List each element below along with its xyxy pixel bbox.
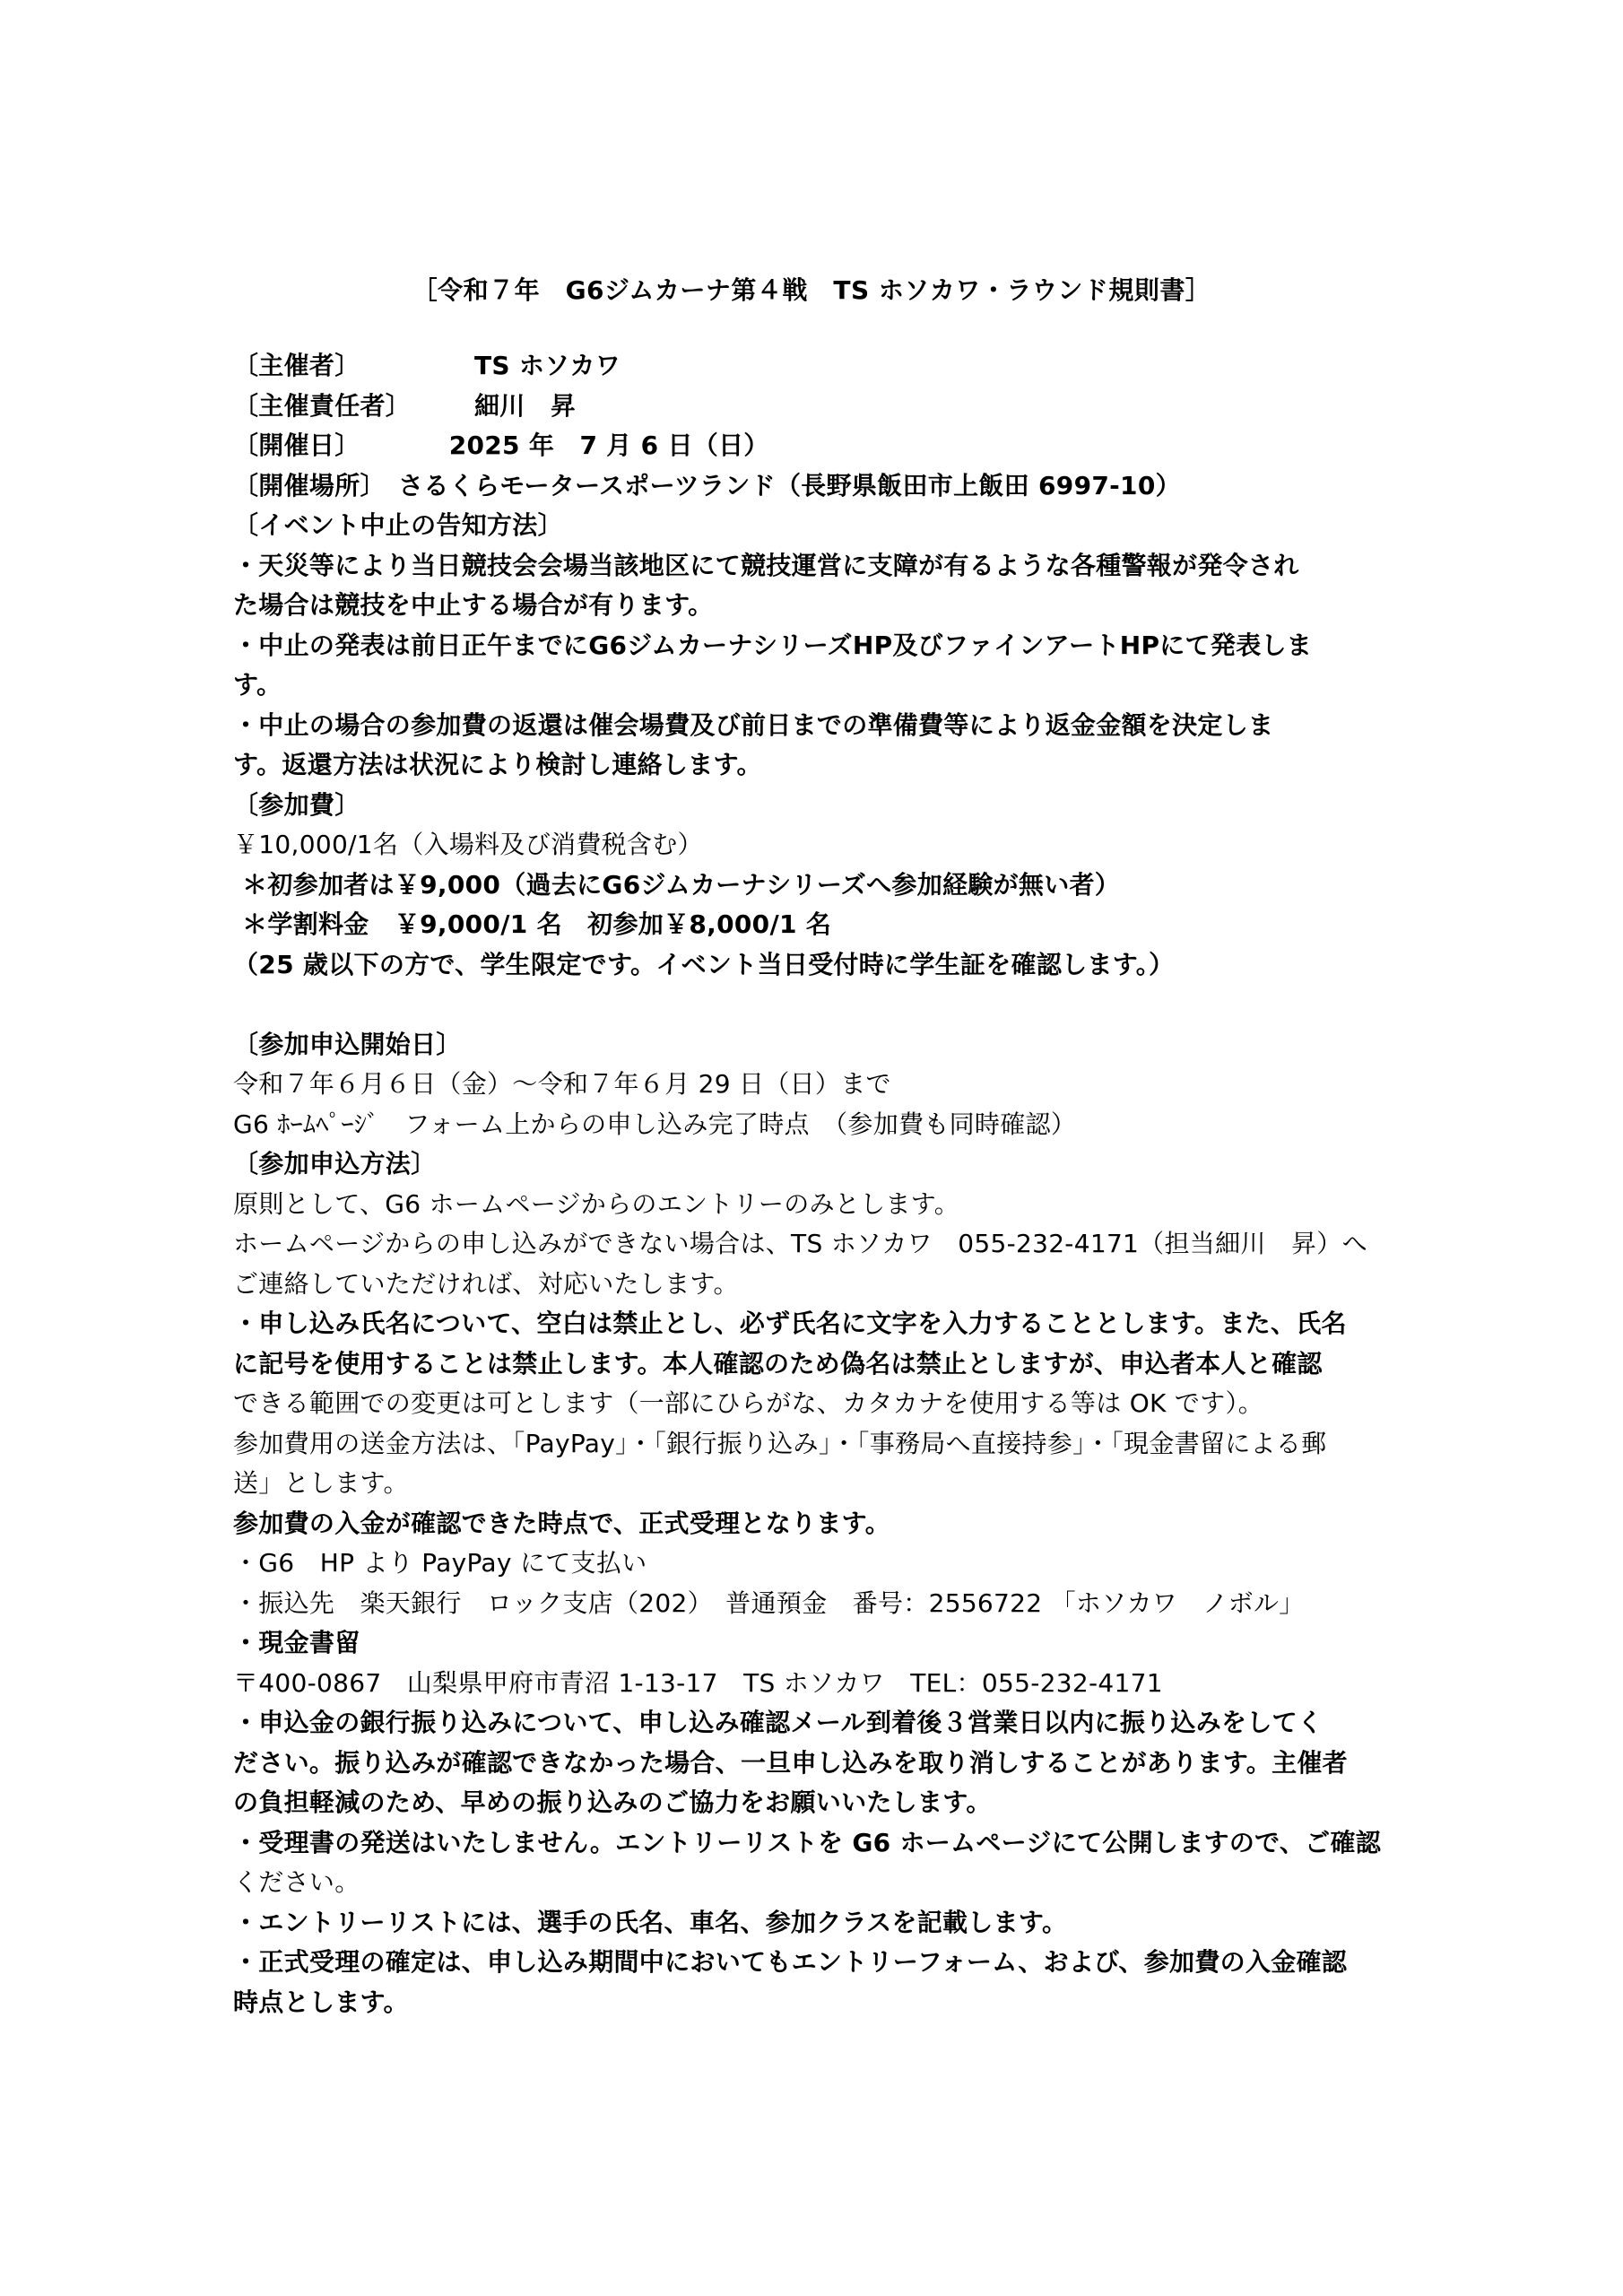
text-line: ・申し込み氏名について、空白は禁止とし、必ず氏名に文字を入力することとします。また、氏名 bbox=[233, 1309, 1347, 1338]
text-line: 〔主催者〕 TS ホソカワ bbox=[233, 351, 621, 380]
text-line: ・エントリーリストには、選手の氏名、車名、参加クラスを記載します。 bbox=[233, 1907, 1068, 1937]
text-line: 〔開催場所〕 さるくらモータースポーツランド（長野県飯田市上飯田 6997-10） bbox=[233, 470, 1181, 500]
text-line: 送」とします。 bbox=[233, 1468, 409, 1498]
text-line: 参加費の入金が確認できた時点で、正式受理となります。 bbox=[233, 1508, 891, 1538]
text-line: ご連絡していただければ、対応いたします。 bbox=[233, 1268, 739, 1299]
text-line: ・現金書留 bbox=[233, 1628, 360, 1657]
text-line: ＊初参加者は￥9,000（過去にG6ジムカーナシリーズへ参加経験が無い者） bbox=[233, 869, 1121, 900]
text-line: す。返還方法は状況により検討し連絡します。 bbox=[233, 750, 762, 779]
text-line: ・G6 HP より PayPay にて支払い bbox=[233, 1548, 647, 1578]
text-line: 原則として、G6 ホームページからのエントリーのみとします。 bbox=[233, 1188, 960, 1219]
text-line: 時点とします。 bbox=[233, 1987, 409, 2017]
text-line: （25 歳以下の方で、学生限定です。イベント当日受付時に学生証を確認します。） bbox=[233, 949, 1175, 979]
text-line: ・申込金の銀行振り込みについて、申し込み確認メール到着後３営業日以内に振り込みをしてく bbox=[233, 1708, 1324, 1737]
text-line: ・天災等により当日競技会会場当該地区にて競技運営に支障が有るような各種警報が発令され bbox=[233, 550, 1299, 580]
text-line: ￥10,000/1名（入場料及び消費税含む） bbox=[233, 830, 703, 859]
text-line: 〔主催責任者〕 細川 昇 bbox=[233, 390, 577, 421]
text-line: 〔参加費〕 bbox=[233, 789, 360, 820]
text-line: ＊学割料金 ￥9,000/1 名 初参加￥8,000/1 名 bbox=[233, 909, 832, 939]
text-line: た場合は競技を中止する場合が有ります。 bbox=[233, 590, 714, 620]
blank-line bbox=[233, 985, 1426, 1025]
text-line: 参加費用の送金方法は、「PayPay」・「銀行振り込み」・「事務局へ直接持参」・「現金書留による郵 bbox=[233, 1428, 1327, 1458]
text-line: 〔開催日〕 2025 年 7 月 6 日（日） bbox=[233, 430, 769, 460]
document-body bbox=[233, 346, 1426, 2022]
text-line: ・受理書の発送はいたしません。エントリーリストを G6 ホームページにて公開しますので、ご確認 bbox=[233, 1827, 1382, 1857]
text-line: ・中止の場合の参加費の返還は催会場費及び前日までの準備費等により返金金額を決定しま bbox=[233, 709, 1274, 740]
text-line: できる範囲での変更は可とします（一部にひらがな、カタカナを使用する等は OK です）。 bbox=[233, 1388, 1264, 1418]
text-line: ・中止の発表は前日正午までにG6ジムカーナシリーズHP及びファインアートHPにて発表しま bbox=[233, 630, 1313, 660]
text-line: ・正式受理の確定は、申し込み期間中においてもエントリーフォーム、および、参加費の入金確認 bbox=[233, 1947, 1348, 1977]
text-line: す。 bbox=[233, 670, 282, 700]
text-line: 〔参加申込方法〕 bbox=[233, 1149, 437, 1178]
text-line: に記号を使用することは禁止します。本人確認のため偽名は禁止としますが、申込者本人と確認 bbox=[233, 1348, 1323, 1378]
text-line: G6 ﾎｰﾑﾍﾟｰｼﾞ フォーム上からの申し込み完了時点 （参加費も同時確認） bbox=[233, 1109, 1077, 1139]
text-line: の負担軽減のため、早めの振り込みのご協力をお願いいたします。 bbox=[233, 1787, 992, 1817]
text-line: ホームページからの申し込みができない場合は、TS ホソカワ 055-232-4171（担当細川 昇）へ bbox=[233, 1229, 1367, 1258]
text-line: 〔イベント中止の告知方法〕 bbox=[233, 510, 563, 540]
text-line: 令和７年６月６日（金）～令和７年６月 29 日（日）まで bbox=[233, 1069, 891, 1099]
text-line: 〒400-0867 山梨県甲府市青沼 1-13-17 TS ホソカワ TEL：055-232-4171 bbox=[233, 1667, 1163, 1698]
text-line: ・振込先 楽天銀行 ロック支店（202） 普通預金 番号：2556722 「ホソカワ ノボル」 bbox=[233, 1587, 1305, 1618]
text-line: 〔参加申込開始日〕 bbox=[233, 1029, 462, 1059]
document-title: ［令和７年 G6ジムカーナ第４戦 TS ホソカワ・ラウンド規則書］ bbox=[412, 275, 1211, 305]
text-line: ださい。振り込みが確認できなかった場合、一旦申し込みを取り消しすることがあります。主催者 bbox=[233, 1747, 1348, 1778]
text-line: ください。 bbox=[233, 1867, 360, 1897]
